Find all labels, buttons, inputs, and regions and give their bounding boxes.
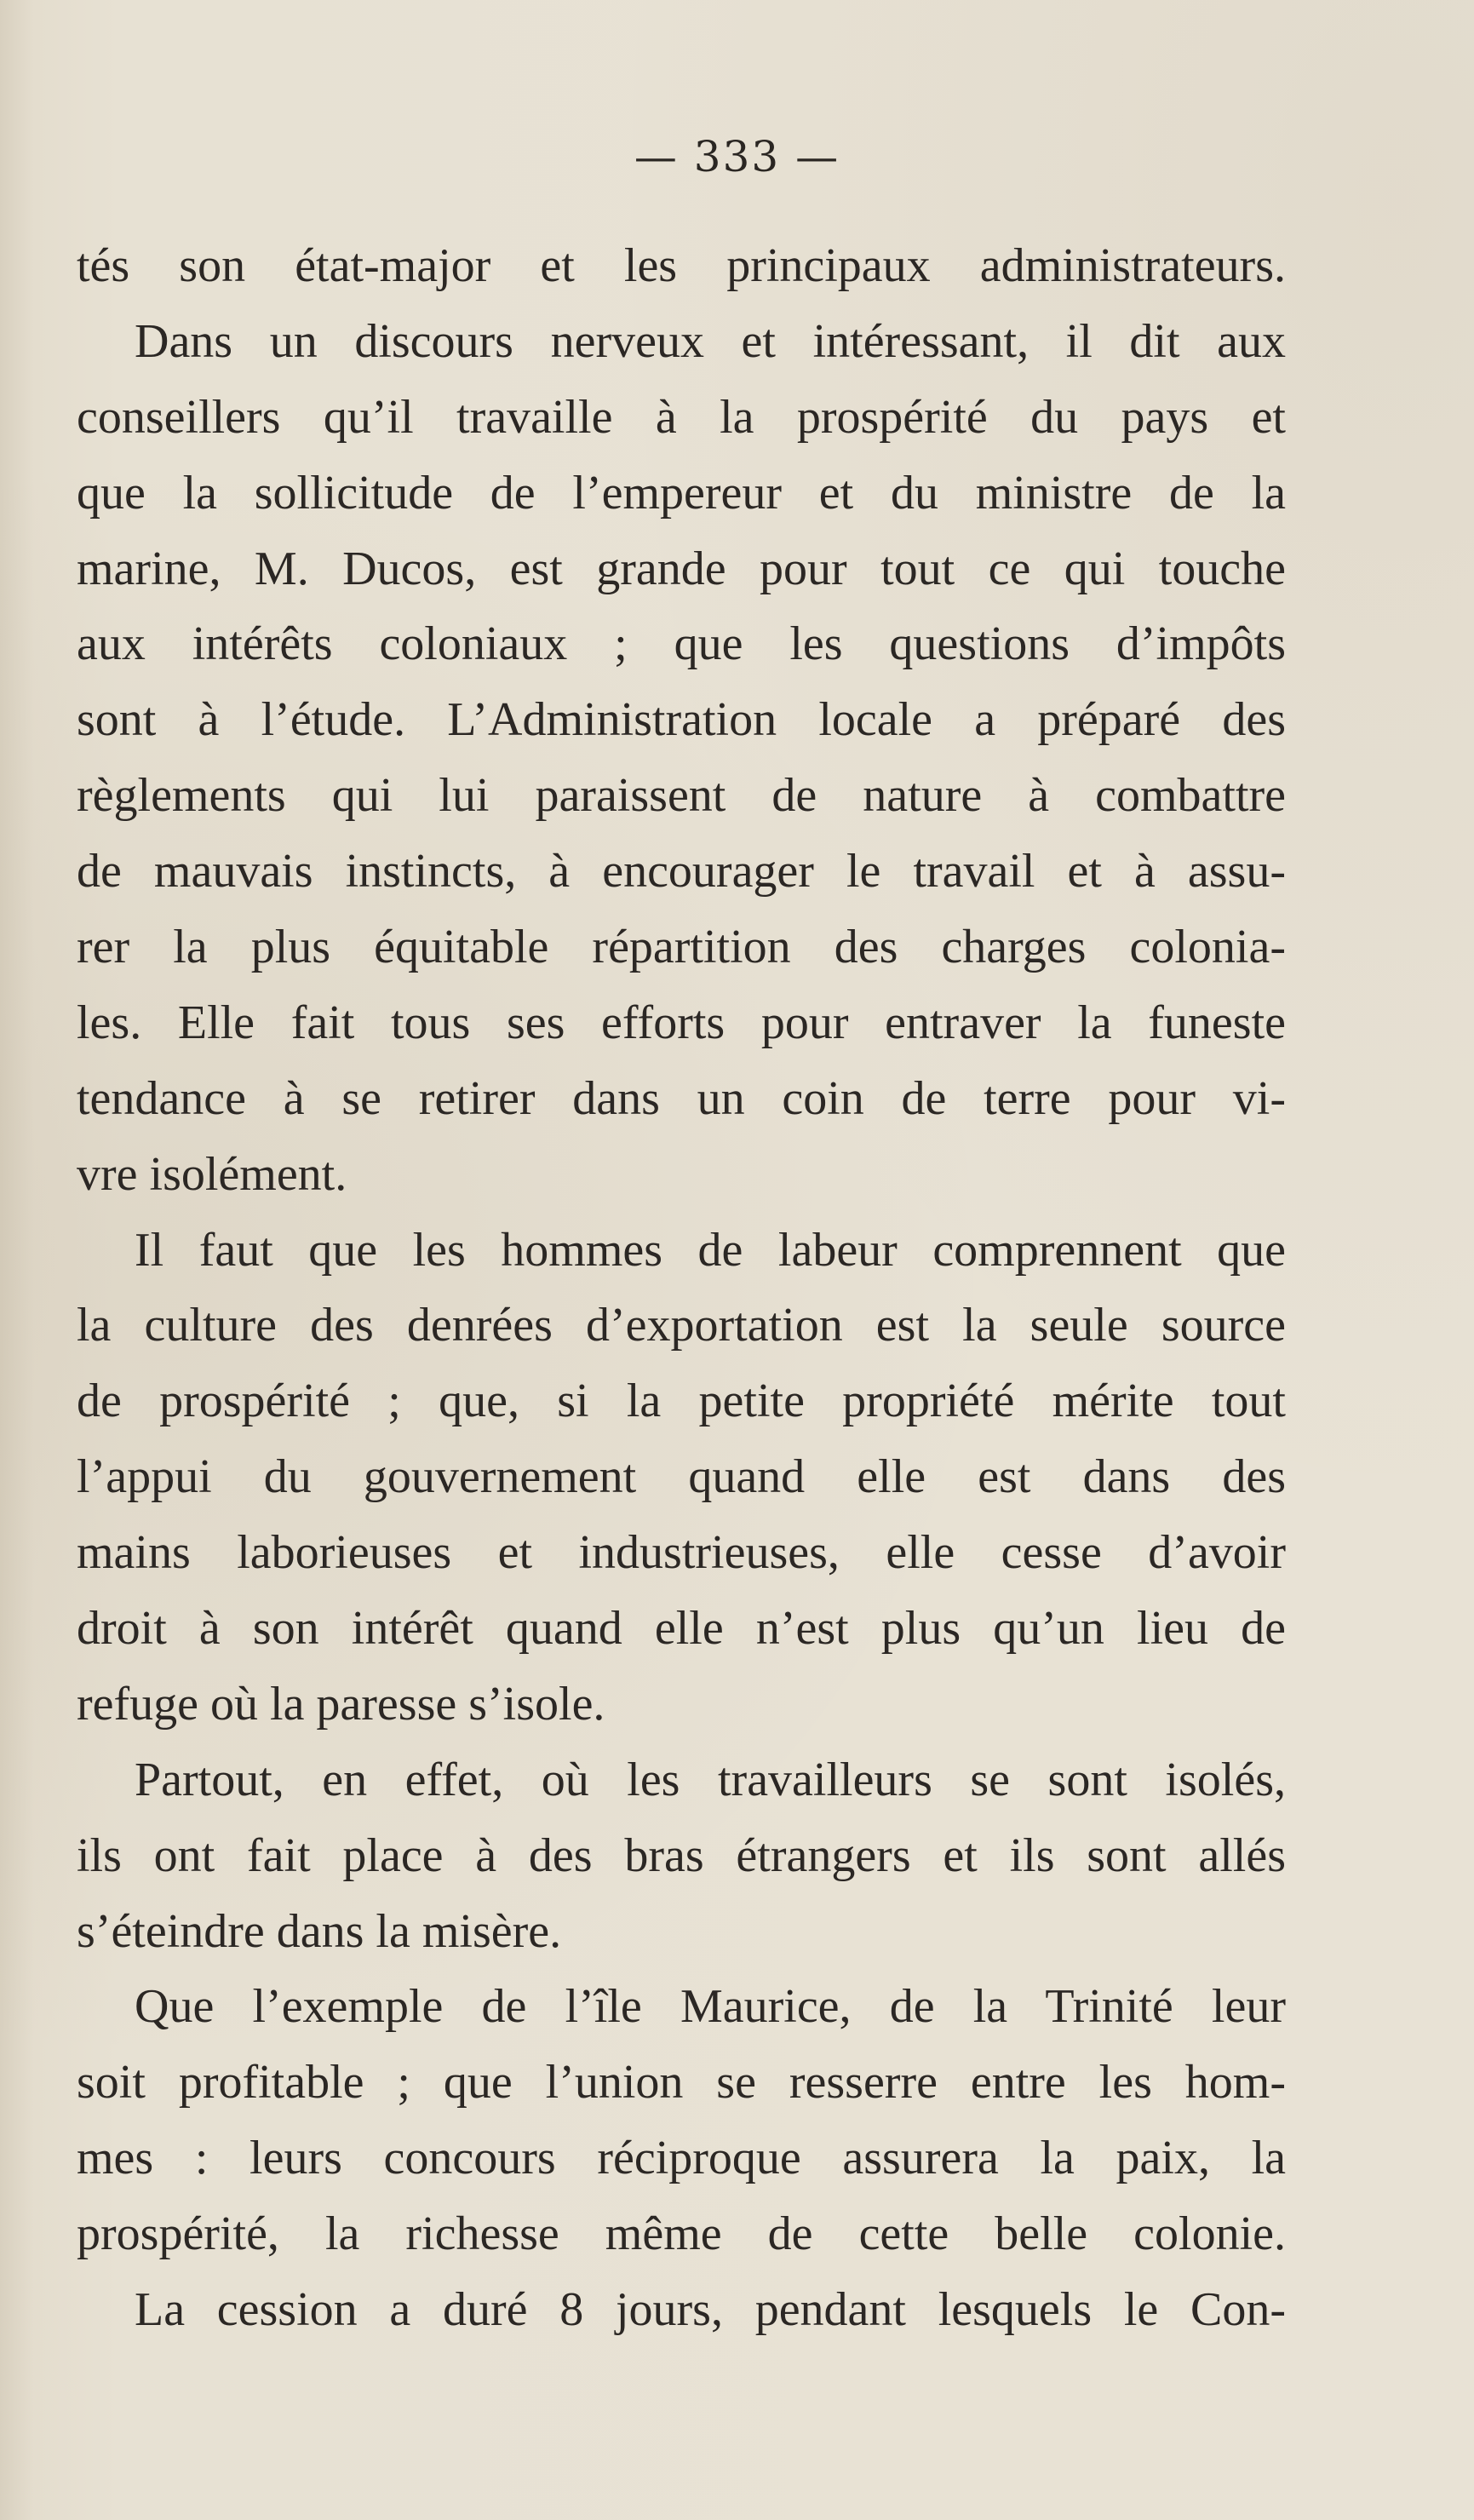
- text-line: prospérité, la richesse même de cette belle colonie.: [77, 2207, 1286, 2261]
- text-line: mains laborieuses et industrieuses, elle cesse d’avoir: [77, 1526, 1286, 1580]
- text-line: Partout, en effet, où les travailleurs se sont isolés,: [135, 1753, 1286, 1806]
- text-line: soit profitable ; que l’union se resserre entre les hom-: [77, 2056, 1286, 2110]
- text-line: s’éteindre dans la misère.: [77, 1904, 562, 1958]
- text-line: les. Elle fait tous ses efforts pour entraver la funeste: [77, 996, 1286, 1049]
- text-line: rer la plus équitable répartition des charges colonia-: [77, 921, 1286, 974]
- body-text: [77, 228, 1286, 2348]
- text-line: sont à l’étude. L’Administration locale a préparé des: [77, 693, 1286, 747]
- text-line: Dans un discours nerveux et intéressant, il dit aux: [135, 314, 1286, 368]
- text-line: tés son état-major et les principaux administrateurs.: [77, 239, 1286, 292]
- text-line: droit à son intérêt quand elle n’est plus qu’un lieu de: [77, 1602, 1286, 1656]
- text-line: ils ont fait place à des bras étrangers et ils sont allés: [77, 1828, 1286, 1882]
- text-line: tendance à se retirer dans un coin de terre pour vi-: [77, 1071, 1286, 1125]
- text-line: de prospérité ; que, si la petite propriété mérite tout: [77, 1375, 1286, 1428]
- text-line: refuge où la paresse s’isole.: [77, 1677, 605, 1731]
- page-number: — 333 —: [634, 132, 840, 181]
- text-line: l’appui du gouvernement quand elle est dans des: [77, 1450, 1286, 1504]
- text-line: règlements qui lui paraissent de nature à combattre: [77, 769, 1286, 823]
- text-line: La cession a duré 8 jours, pendant lesquels le Con-: [135, 2283, 1286, 2337]
- text-line: vre isolément.: [77, 1147, 347, 1201]
- text-line: Que l’exemple de l’île Maurice, de la Trinité leur: [135, 1980, 1286, 2034]
- text-line: la culture des denrées d’exportation est la seule source: [77, 1299, 1286, 1352]
- text-line: conseillers qu’il travaille à la prospérité du pays et: [77, 390, 1286, 444]
- text-line: mes : leurs concours réciproque assurera la paix, la: [77, 2132, 1286, 2185]
- text-line: que la sollicitude de l’empereur et du ministre de la: [77, 466, 1286, 519]
- text-line: aux intérêts coloniaux ; que les questions d’impôts: [77, 617, 1286, 671]
- text-line: marine, M. Ducos, est grande pour tout ce qui touche: [77, 542, 1286, 595]
- text-line: Il faut que les hommes de labeur comprennent que: [135, 1223, 1286, 1277]
- text-line: de mauvais instincts, à encourager le travail et à assu-: [77, 845, 1286, 898]
